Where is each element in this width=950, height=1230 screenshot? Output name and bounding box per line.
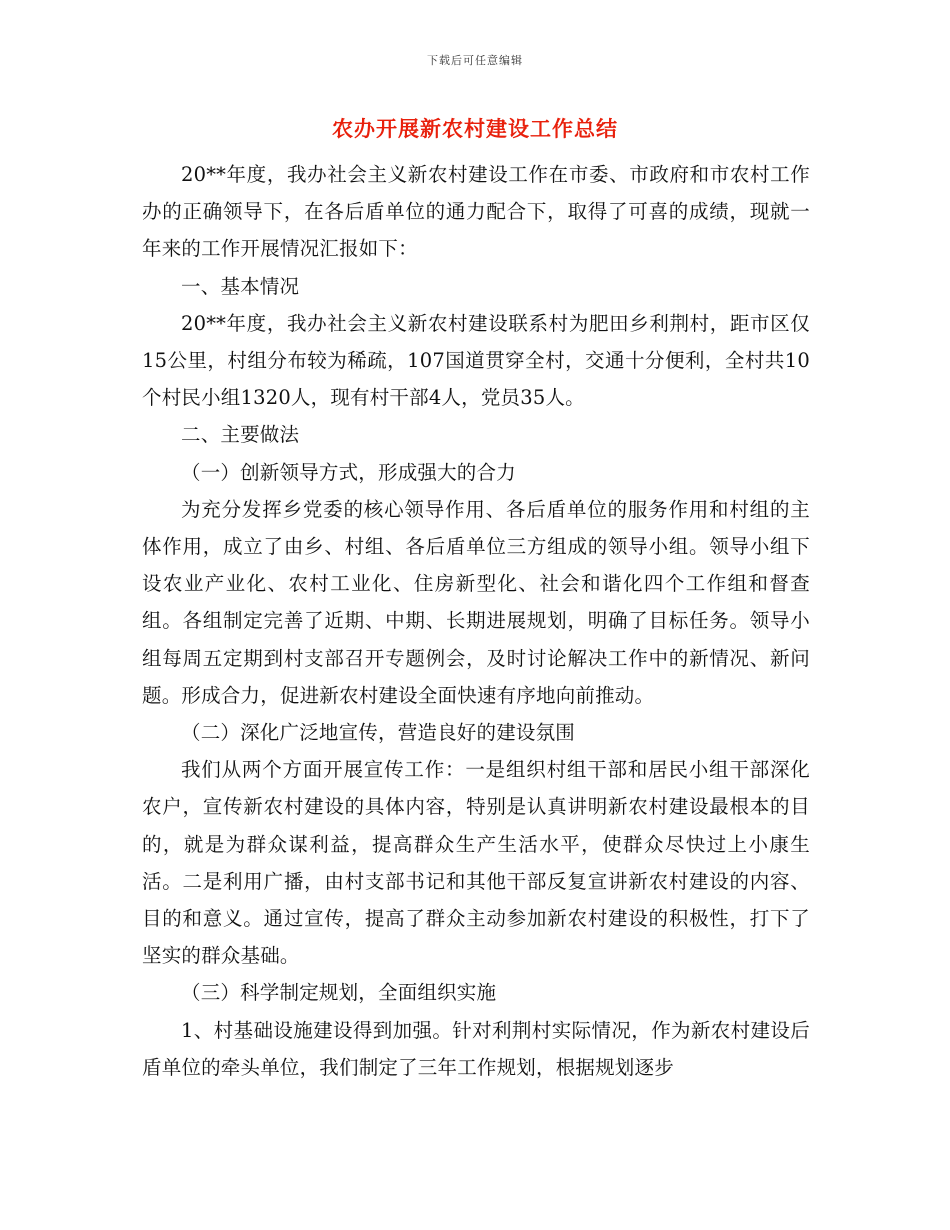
- subheading-planning: （三）科学制定规划，全面组织实施: [181, 981, 497, 1005]
- section-heading-basic-situation: 一、基本情况: [181, 274, 300, 298]
- paragraph-leadership: 为充分发挥乡党委的核心领导作用、各后盾单位的服务作用和村组的主体作用，成立了由乡、村组、各后盾单位三方组成的领导小组。领导小组下设农业产业化、农村工业化、住房新型化、社会和谐化四个工作组和督查组。各组制定完善了近期、中期、长期进展规划，明确了目标任务。领导小组每周五定期到村支部召开专题例会，及时讨论解决工作中的新情况、新问题。形成合力，促进新农村建设全面快速有序地向前推动。: [142, 497, 810, 707]
- paragraph-intro: 20**年度，我办社会主义新农村建设工作在市委、市政府和市农村工作办的正确领导下，在各后盾单位的通力配合下，取得了可喜的成绩，现就一年来的工作开展情况汇报如下：: [142, 163, 810, 261]
- subheading-leadership: （一）创新领导方式，形成强大的合力: [181, 460, 516, 484]
- page-header-note: 下载后可任意编辑: [427, 54, 523, 67]
- document-title: 农办开展新农村建设工作总结: [332, 116, 618, 141]
- section-heading-main-methods: 二、主要做法: [181, 423, 300, 447]
- paragraph-basic-situation: 20**年度，我办社会主义新农村建设联系村为肥田乡利荆村，距市区仅15公里，村组分布较为稀疏，107国道贯穿全村，交通十分便利，全村共10个村民小组1320人，现有村干部4人，党员35人。: [142, 311, 810, 410]
- paragraph-infrastructure: 1、村基础设施建设得到加强。针对利荆村实际情况，作为新农村建设后盾单位的牵头单位，我们制定了三年工作规划，根据规划逐步: [142, 1018, 810, 1079]
- paragraph-publicity: 我们从两个方面开展宣传工作：一是组织村组干部和居民小组干部深化农户，宣传新农村建设的具体内容，特别是认真讲明新农村建设最根本的目的，就是为群众谋利益，提高群众生产生活水平，使群众尽快过上小康生活。二是利用广播，由村支部书记和其他干部反复宣讲新农村建设的内容、目的和意义。通过宣传，提高了群众主动参加新农村建设的积极性，打下了坚实的群众基础。: [142, 758, 810, 968]
- document-body: [142, 156, 810, 1086]
- subheading-publicity: （二）深化广泛地宣传，营造良好的建设氛围: [181, 721, 576, 745]
